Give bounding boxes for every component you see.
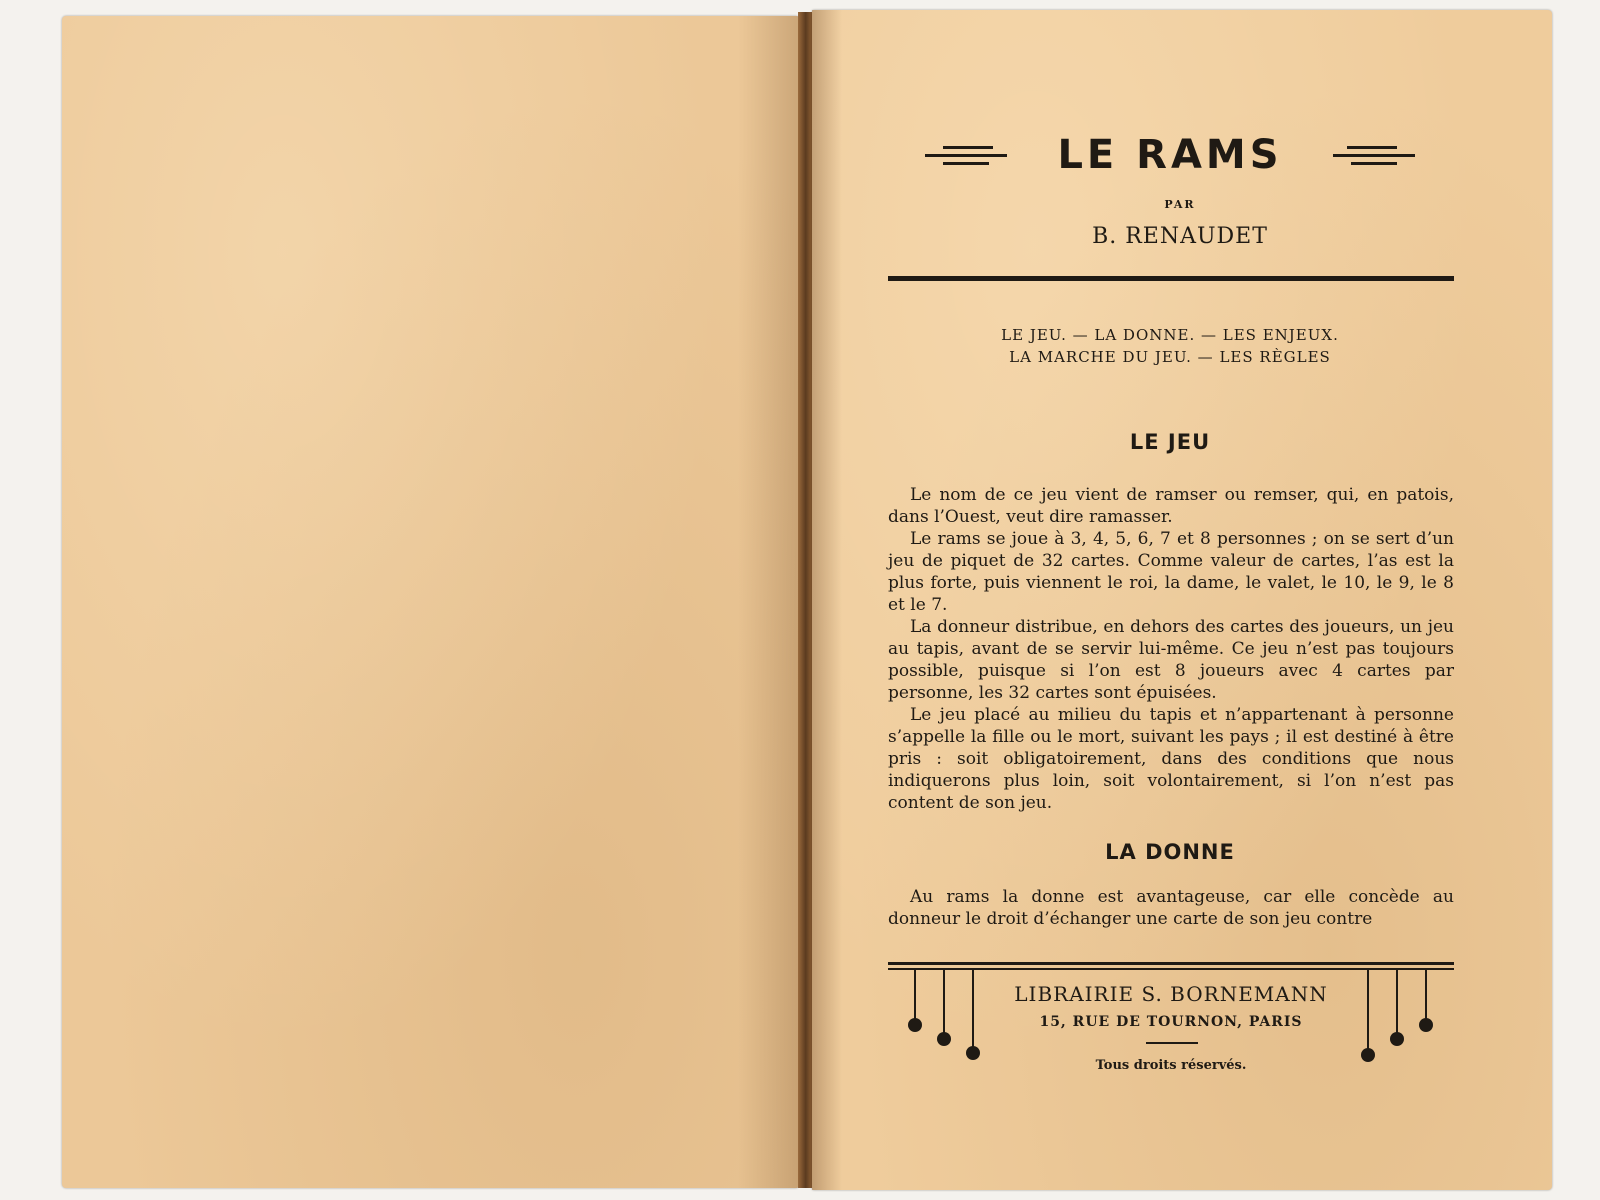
section-heading-le-jeu: LE JEU (1129, 430, 1211, 454)
paragraph: Le rams se joue à 3, 4, 5, 6, 7 et 8 personnes ; on se sert d’un jeu de piquet de 32 cartes. Comme valeur de cartes, l’as est la plus forte, puis viennent le roi, la dame, le valet, le 10, le 9, le 8 et le 7. (888, 529, 1454, 615)
book-spine (798, 12, 812, 1188)
left-page-blank (62, 16, 798, 1188)
contents-line-2: LA MARCHE DU JEU. — LES RÈGLES (1009, 348, 1331, 366)
paragraph: Le jeu placé au milieu du tapis et n’appartenant à personne s’appelle la fille ou le mort, suivant les pays ; il est destiné à être pris : soit obligatoirement, dans des conditions que nous indiquerons plus loin, soit volontairement, si l’on n’est pas content de son jeu. (888, 705, 1454, 813)
contents-summary (920, 324, 1420, 368)
byline-par: PAR (1164, 198, 1196, 211)
title-row (925, 132, 1415, 184)
paragraph: Le nom de ce jeu vient de ramser ou remser, qui, en patois, dans l’Ouest, veut dire ramasser. (888, 485, 1454, 527)
section-heading-la-donne: LA DONNE (1105, 840, 1235, 864)
header-rule (888, 276, 1454, 281)
paragraph: La donneur distribue, en dehors des cartes des joueurs, un jeu au tapis, avant de se servir lui-même. Ce jeu n’est pas toujours possible, puisque si l’on est 8 joueurs avec 4 cartes par personne, les 32 cartes sont épuisées. (888, 617, 1454, 703)
book-title: LE RAMS (1057, 132, 1283, 178)
publisher-address: 15, RUE DE TOURNON, PARIS (1039, 1014, 1303, 1030)
title-ornament-right (1333, 146, 1415, 170)
rights-notice: Tous droits réservés. (1095, 1058, 1247, 1073)
contents-line-1: LE JEU. — LA DONNE. — LES ENJEUX. (1001, 326, 1339, 344)
author-name: B. RENAUDET (1092, 224, 1268, 249)
address-underline (1146, 1042, 1198, 1044)
paragraph: Au rams la donne est avantageuse, car elle concède au donneur le droit d’échanger une carte de son jeu contre (888, 887, 1454, 929)
section-body-le-jeu (888, 484, 1454, 814)
publisher-footer (888, 962, 1454, 1082)
publisher-name: LIBRAIRIE S. BORNEMANN (1014, 982, 1328, 1006)
section-body-la-donne (888, 886, 1454, 930)
